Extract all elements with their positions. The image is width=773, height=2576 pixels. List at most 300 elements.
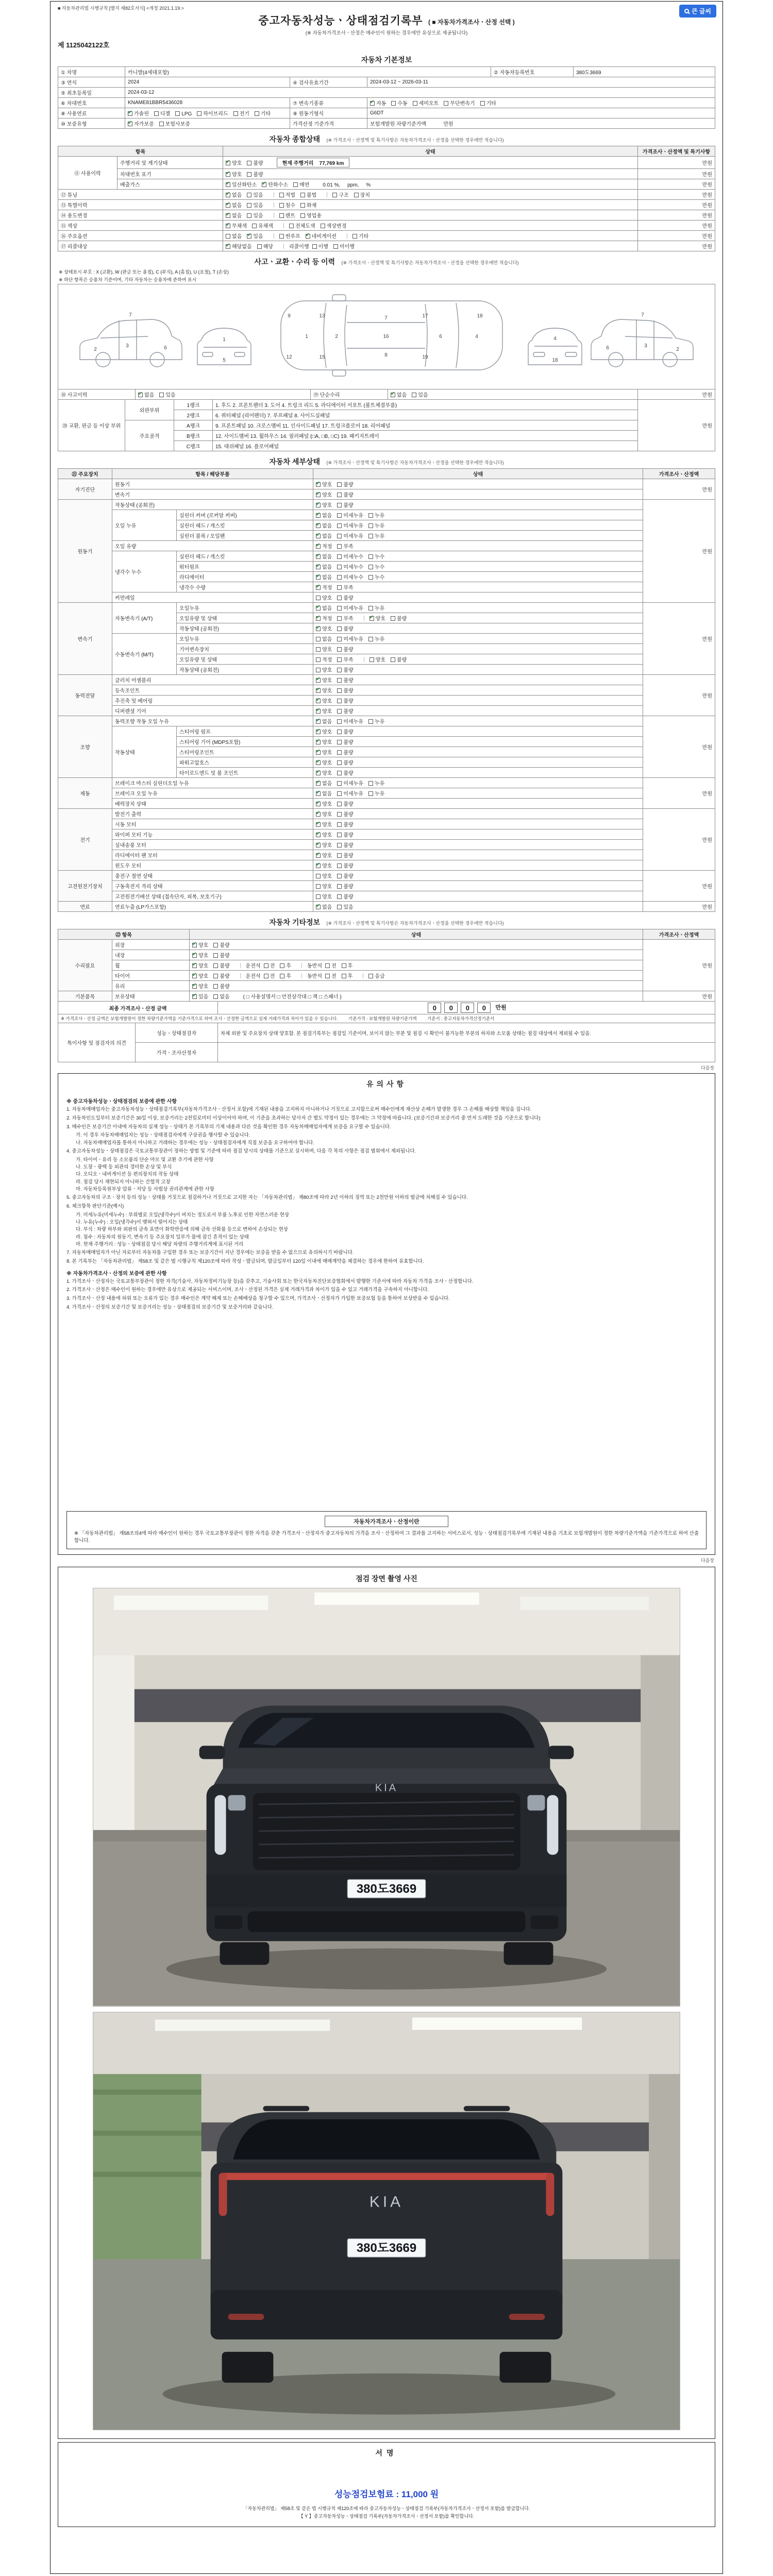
notice-subitem: 가. 이 경우 자동차매매업자는 성능ㆍ상태점검자에게 구상권을 행사할 수 있습니다. xyxy=(76,1132,250,1139)
option-label: 적정 xyxy=(322,657,332,663)
price-cell: 만원 xyxy=(643,778,715,809)
checkbox-unchecked-icon xyxy=(279,193,284,197)
option-label: 기타 xyxy=(486,101,496,107)
checkbox-unchecked-icon xyxy=(252,224,257,228)
checkbox-unchecked-icon xyxy=(213,963,218,968)
checkbox-checked-icon xyxy=(316,750,321,755)
checkbox-option xyxy=(337,760,353,766)
option-label: 부족 xyxy=(343,585,354,591)
option-group xyxy=(352,234,374,240)
svg-text:15: 15 xyxy=(319,354,325,360)
option-group xyxy=(316,585,359,591)
table-row xyxy=(58,871,715,881)
item-name: 오일유량 및 상태 xyxy=(177,654,313,665)
item-name: 구동축전지 격리 상태 xyxy=(112,881,313,891)
checkbox-option xyxy=(128,111,149,117)
option-group xyxy=(316,771,359,776)
basis-price: 기준가격 : 보험개발원 차량기준가액 xyxy=(348,1016,417,1021)
checkbox-option xyxy=(247,203,263,209)
svg-text:13: 13 xyxy=(319,313,325,319)
state-cell xyxy=(313,891,643,902)
checkbox-unchecked-icon xyxy=(368,974,373,978)
checkbox-checked-icon xyxy=(316,523,321,528)
checkbox-unchecked-icon xyxy=(368,791,373,796)
checkbox-option xyxy=(316,657,332,663)
sub-option-label: 동반석 xyxy=(307,974,322,979)
inspector-role: 성능ㆍ상태점검자 xyxy=(136,1023,218,1043)
checkbox-checked-icon xyxy=(247,234,251,239)
checkbox-unchecked-icon xyxy=(391,616,395,621)
checkbox-option xyxy=(213,984,229,990)
option-group xyxy=(192,963,235,969)
state-cell xyxy=(313,665,643,675)
notice-subitem: 나. 누유(누수) : 오일(냉각수)이 맺혀서 떨어지는 상태 xyxy=(76,1219,188,1225)
checkbox-option xyxy=(226,193,242,198)
option-label: 있음 xyxy=(253,213,263,219)
option-label: 미세누유 xyxy=(343,534,363,539)
option-label: 불량 xyxy=(343,493,354,498)
option-label: 양호 xyxy=(232,172,242,178)
table-row xyxy=(58,819,715,829)
option-label: 구조 xyxy=(339,193,349,198)
checkbox-unchecked-icon xyxy=(352,234,357,239)
table-row xyxy=(58,881,715,891)
notice-heading: ※ 자동차가격조사ㆍ산정의 보증에 관한 사항 xyxy=(66,1270,167,1277)
section-note: (※ 가격조사ㆍ산정액 및 특기사항은 자동차가격조사ㆍ산정을 선택한 경우에만 적습니다) xyxy=(341,260,519,265)
item-name: 원동기 xyxy=(112,479,313,489)
item-name: 충전구 절연 상태 xyxy=(112,871,313,881)
checkbox-option xyxy=(213,963,229,969)
insurance-fee-amount: 11,000 원 xyxy=(401,2489,439,2500)
checkbox-option xyxy=(316,750,332,756)
svg-text:6: 6 xyxy=(606,345,609,351)
checkbox-unchecked-icon xyxy=(247,203,251,208)
field-value: 380도3669 xyxy=(574,67,715,77)
table-row xyxy=(58,991,715,1002)
checkbox-checked-icon xyxy=(316,730,321,734)
checkbox-checked-icon xyxy=(192,994,197,999)
sub-group-name: 자동변속기 (A/T) xyxy=(112,603,177,634)
state-cell xyxy=(190,981,643,991)
checkbox-option xyxy=(337,709,353,715)
option-label: 불량 xyxy=(343,894,354,900)
checkbox-option xyxy=(316,771,332,776)
checkbox-option xyxy=(316,812,332,818)
checkbox-checked-icon xyxy=(192,943,197,947)
checkbox-option xyxy=(316,730,332,735)
checkbox-option xyxy=(368,513,384,519)
checkbox-unchecked-icon xyxy=(233,111,238,116)
basic-info-table xyxy=(58,66,715,129)
table-header-row xyxy=(58,469,715,479)
option-label: 불량 xyxy=(220,943,230,948)
checkbox-checked-icon xyxy=(316,771,321,775)
svg-text:2: 2 xyxy=(335,334,338,340)
checkbox-option xyxy=(316,884,332,890)
column-header: 항목 / 해당부품 xyxy=(112,469,313,479)
rank-group: 주요골격 xyxy=(125,420,174,451)
option-label: 양호 xyxy=(322,894,332,900)
item-name: 클러치 어셈블리 xyxy=(112,675,313,685)
checkbox-unchecked-icon xyxy=(247,161,251,165)
price-cell: 만원 xyxy=(643,603,715,675)
checkbox-option xyxy=(247,172,263,178)
insurance-fee xyxy=(66,2487,707,2500)
option-group xyxy=(316,657,359,663)
column-header: ㉑ 주요장치 xyxy=(58,469,112,479)
checkbox-checked-icon xyxy=(226,203,230,208)
checkbox-option xyxy=(192,943,208,948)
checkbox-option xyxy=(316,596,332,601)
header xyxy=(58,12,715,28)
checkbox-unchecked-icon xyxy=(342,974,346,978)
item-name: ⑰ 리콜대상 xyxy=(58,241,223,251)
checkbox-checked-icon xyxy=(226,193,230,197)
state-cell xyxy=(223,190,638,200)
price-cell: 만원 xyxy=(643,991,715,1002)
option-group xyxy=(192,984,235,990)
checkbox-unchecked-icon xyxy=(175,111,180,116)
checkbox-unchecked-icon xyxy=(337,771,342,775)
option-label: 누유 xyxy=(374,534,385,539)
checkbox-unchecked-icon xyxy=(368,637,373,641)
checkbox-option xyxy=(337,534,363,539)
option-label: 없음 xyxy=(322,791,332,797)
checkbox-option xyxy=(391,101,407,107)
option-label: 전체도색 xyxy=(295,224,315,229)
notice-heading: ※ 중고자동차성능ㆍ상태점검의 보증에 관한 사항 xyxy=(66,1099,177,1105)
checkbox-option xyxy=(247,234,263,240)
section-note: (※ 가격조사ㆍ산정액 및 특기사항은 자동차가격조사ㆍ산정을 선택한 경우에만 적습니다) xyxy=(326,460,504,465)
field-label: ① 차명 xyxy=(58,67,125,77)
checkbox-unchecked-icon xyxy=(312,244,317,249)
checkbox-unchecked-icon xyxy=(264,974,268,978)
option-label: 양호 xyxy=(322,771,332,776)
table-row xyxy=(58,685,715,696)
svg-text:8: 8 xyxy=(384,352,388,358)
option-label: 양호 xyxy=(322,493,332,498)
option-label: 부족 xyxy=(343,544,354,550)
checkbox-option xyxy=(264,974,275,979)
option-group xyxy=(316,791,390,797)
state-cell xyxy=(313,902,643,912)
sub-group-name: 오일 누유 xyxy=(112,510,177,541)
option-label: 미세누유 xyxy=(343,637,363,642)
checkbox-unchecked-icon xyxy=(337,606,342,611)
checkbox-option xyxy=(337,565,363,570)
svg-text:12: 12 xyxy=(286,354,292,360)
checkbox-option xyxy=(233,111,249,117)
option-label: 적정 xyxy=(322,544,332,550)
option-group xyxy=(192,943,235,948)
option-group xyxy=(316,760,359,766)
option-group xyxy=(316,884,359,890)
option-group xyxy=(316,740,359,745)
option-group xyxy=(264,963,296,969)
option-group xyxy=(226,182,314,188)
checkbox-checked-icon xyxy=(192,974,197,978)
price-unit: 만원 xyxy=(495,1004,507,1011)
option-label: 누유 xyxy=(374,513,385,519)
rank-group: 외판부위 xyxy=(125,400,174,420)
checkbox-checked-icon xyxy=(316,688,321,693)
device-name: 연료 xyxy=(58,902,112,912)
checkbox-option xyxy=(332,193,348,198)
state-code-legend2: ※ 하단 항목은 승용차 기준이며, 기타 자동차는 승용차에 준하여 표시 xyxy=(59,277,197,282)
option-label: 불량 xyxy=(343,626,354,632)
checkbox-option xyxy=(316,822,332,828)
checkbox-unchecked-icon xyxy=(337,843,342,848)
field-label: ② 자동차등록번호 xyxy=(491,67,574,77)
svg-text:5: 5 xyxy=(223,358,226,363)
notice-item: 1. 자동차매매업자는 중고자동차성능ㆍ상태점검기록부(자동차가격조사ㆍ산정서 포함)에 기재된 내용을 고지하지 아니하거나 거짓으로 고지함으로써 매수인에게 재산상 손해가 발생한 경우 그 손해를 배상할 책임을 집니다. xyxy=(66,1107,532,1112)
checkbox-unchecked-icon xyxy=(226,234,230,239)
checkbox-unchecked-icon xyxy=(337,740,342,744)
checkbox-option xyxy=(316,894,332,900)
svg-text:18: 18 xyxy=(477,313,483,319)
price-cell: 만원 xyxy=(638,231,715,241)
checkbox-option xyxy=(337,874,353,879)
price-cell: 만원 xyxy=(638,210,715,221)
sub-group-name: 수동변속기 (M/T) xyxy=(112,634,177,675)
divider xyxy=(301,973,302,978)
inspection-photo-front xyxy=(93,1588,680,2007)
checkbox-unchecked-icon xyxy=(279,213,284,218)
checkbox-option xyxy=(247,193,263,198)
item-name: ⑮ 색상 xyxy=(58,221,223,231)
checkbox-option xyxy=(337,596,353,601)
record-sheet xyxy=(50,1,723,2574)
checkbox-option xyxy=(192,953,208,959)
item-name: ⑯ 주요옵션 xyxy=(58,231,223,241)
section-basic-info xyxy=(58,55,715,65)
notice-title: 유의사항 xyxy=(366,1080,407,1088)
table-row xyxy=(58,960,715,971)
checkbox-option xyxy=(391,616,407,622)
checkbox-option xyxy=(337,863,353,869)
option-label: 불량 xyxy=(397,657,407,663)
option-label: 양호 xyxy=(198,943,209,948)
option-label: 양호 xyxy=(322,709,332,715)
checkbox-checked-icon xyxy=(192,953,197,958)
checkbox-unchecked-icon xyxy=(368,513,373,518)
option-label: 자동 xyxy=(376,101,386,107)
checkbox-unchecked-icon xyxy=(337,853,342,858)
table-row xyxy=(58,551,715,562)
item-name: 워터펌프 xyxy=(177,562,313,572)
table-row xyxy=(58,1014,715,1023)
price-digit-box: 0 xyxy=(444,1003,458,1013)
info-box-title: 자동차가격조사ㆍ산정이란 xyxy=(325,1516,448,1527)
checkbox-option xyxy=(316,534,332,539)
state-cell xyxy=(313,479,643,489)
state-cell xyxy=(190,940,643,950)
option-group xyxy=(325,974,358,979)
column-header: 상태 xyxy=(190,929,643,940)
option-group xyxy=(316,493,359,498)
item-name: 실린더 헤드 / 개스킷 xyxy=(177,520,313,531)
vehicle-diagram-svg xyxy=(64,286,709,384)
notice-item: 7. 자동차매매업자가 아닌 자로부터 자동차를 구입한 경우 또는 보증기간이 지난 경우에는 보증을 받을 수 없으므로 유의하시기 바랍니다. xyxy=(66,1250,354,1256)
table-row xyxy=(58,500,715,510)
checkbox-option xyxy=(337,668,353,673)
divider xyxy=(240,963,241,968)
table-row xyxy=(58,829,715,840)
option-label: 불량 xyxy=(343,833,354,838)
option-group xyxy=(316,678,359,684)
option-label: 불량 xyxy=(343,884,354,890)
table-row xyxy=(58,706,715,716)
table-row xyxy=(58,210,715,221)
table-row xyxy=(58,510,715,520)
checkbox-unchecked-icon xyxy=(391,657,395,662)
state-cell xyxy=(313,562,643,572)
option-label: 없음 xyxy=(322,523,332,529)
item-name: 배출가스 xyxy=(117,179,223,190)
table-header-row xyxy=(58,146,715,157)
notice-subitem: 다. 오디오ㆍ내비게이션 등 편의장치의 작동 상태 xyxy=(76,1172,179,1178)
checkbox-unchecked-icon xyxy=(293,182,298,187)
checkbox-option xyxy=(368,719,384,725)
checkbox-unchecked-icon xyxy=(368,719,373,724)
column-header: 가격조사ㆍ산정액 및 특기사항 xyxy=(638,146,715,157)
checkbox-unchecked-icon xyxy=(337,863,342,868)
option-label: 없음 xyxy=(322,575,332,581)
option-label: 미이행 xyxy=(339,244,355,250)
option-label: 장치 xyxy=(360,193,370,198)
svg-text:6: 6 xyxy=(164,345,167,351)
signature-section xyxy=(58,2442,715,2527)
checkbox-unchecked-icon xyxy=(368,606,373,611)
price-cell: 만원 xyxy=(643,871,715,902)
item-name: 고전원전기배선 상태 (접속단자, 피복, 보호기구) xyxy=(112,891,313,902)
notice-item: 5. 중고자동차의 구조ㆍ장치 등의 성능ㆍ상태를 거짓으로 점검하거나 거짓으로 고지한 자는 「자동차관리법」 제80조에 따라 2년 이하의 징역 또는 2천만원 이하의 벌금에 처해질 수 있습니다. xyxy=(66,1195,468,1201)
checkbox-checked-icon xyxy=(226,244,230,249)
checkbox-unchecked-icon xyxy=(337,575,342,580)
option-group xyxy=(316,523,390,529)
column-header: 상태 xyxy=(223,146,638,157)
option-label: 없음 xyxy=(232,203,242,209)
option-label: 누유 xyxy=(374,606,385,612)
table-row xyxy=(58,241,715,251)
checkbox-checked-icon xyxy=(128,111,132,116)
checkbox-option xyxy=(279,203,295,209)
state-cell xyxy=(190,960,643,971)
option-group xyxy=(316,534,390,539)
checkbox-option xyxy=(247,161,263,166)
state-cell xyxy=(313,685,643,696)
checkbox-checked-icon xyxy=(226,224,230,228)
checkbox-checked-icon xyxy=(316,616,321,621)
svg-text:7: 7 xyxy=(129,312,132,318)
field-value: 카니발(4세대포함) xyxy=(125,67,491,77)
svg-text:17: 17 xyxy=(422,313,428,319)
option-group xyxy=(316,503,359,509)
field-value xyxy=(125,108,290,118)
option-label: 없음 xyxy=(144,393,155,398)
large-text-button[interactable] xyxy=(679,5,716,18)
checkbox-unchecked-icon xyxy=(257,244,262,249)
checkbox-option xyxy=(138,393,154,398)
checkbox-option xyxy=(300,203,316,209)
price-cell: 만원 xyxy=(638,200,715,210)
option-label: 누유 xyxy=(374,523,385,529)
checkbox-checked-icon xyxy=(316,544,321,549)
field-label: ④ 검사유효기간 xyxy=(290,77,367,88)
checkbox-unchecked-icon xyxy=(337,874,342,878)
table-row xyxy=(58,603,715,613)
option-group xyxy=(316,863,359,869)
section-detail xyxy=(58,456,715,467)
checkbox-unchecked-icon xyxy=(316,884,321,889)
divider xyxy=(301,963,302,968)
option-label: 이행 xyxy=(318,244,328,250)
section-title: 자동차 기본정보 xyxy=(361,56,412,64)
price-cell: 만원 xyxy=(643,479,715,500)
checkbox-unchecked-icon xyxy=(332,193,337,197)
table-row xyxy=(58,1043,715,1062)
checkbox-unchecked-icon xyxy=(337,833,342,837)
checkbox-option xyxy=(337,905,353,910)
option-label: 불량 xyxy=(220,974,230,979)
rank-parts: 12. 사이드멤버 13. 휠하우스 14. 필러패널 (□A, □B, □C) 19. 패키지트레이 xyxy=(213,431,638,441)
group-name: 기본품목 xyxy=(58,991,112,1002)
repair-label: ⑲ 단순수리 xyxy=(311,389,388,400)
checkbox-checked-icon xyxy=(226,213,230,218)
item-name: 시동 모터 xyxy=(112,819,313,829)
option-label: 후 xyxy=(286,963,291,969)
table-row xyxy=(58,971,715,981)
option-label: 양호 xyxy=(322,699,332,704)
appraiser-comment xyxy=(218,1043,715,1062)
checkbox-unchecked-icon xyxy=(337,482,342,487)
rank-name: C랭크 xyxy=(174,441,213,451)
option-label: 양호 xyxy=(322,802,332,807)
option-label: 부족 xyxy=(343,616,354,622)
checkbox-option xyxy=(192,984,208,990)
price-cell: 만원 xyxy=(638,400,715,451)
option-group xyxy=(370,101,501,107)
item-name: 디퍼렌셜 기어 xyxy=(112,706,313,716)
checkbox-option xyxy=(337,616,353,622)
checkbox-unchecked-icon xyxy=(337,730,342,734)
option-label: 누유 xyxy=(374,719,385,725)
table-row xyxy=(58,902,715,912)
option-label: 불량 xyxy=(343,853,354,859)
option-label: 불량 xyxy=(253,161,263,166)
sub-option-label: 동반석 xyxy=(307,963,322,969)
option-label: 누유 xyxy=(374,791,385,797)
option-label: 없음 xyxy=(322,719,332,725)
option-label: 적정 xyxy=(322,585,332,591)
option-label: 불량 xyxy=(343,596,354,601)
state-cell xyxy=(223,157,638,169)
option-label: 미세누유 xyxy=(343,719,363,725)
column-header: 가격조사ㆍ산정액 xyxy=(643,469,715,479)
checkbox-option xyxy=(337,822,353,828)
checkbox-option xyxy=(368,534,384,539)
license-plate-front: 380도3669 xyxy=(356,1882,417,1896)
item-name: 변속기 xyxy=(112,489,313,500)
checkbox-checked-icon xyxy=(316,554,321,559)
checkbox-checked-icon xyxy=(316,791,321,796)
option-label: 불량 xyxy=(343,750,354,756)
item-name: ⑭ 용도변경 xyxy=(58,210,223,221)
column-header: ㉒ 항목 xyxy=(58,929,190,940)
final-price-label: 최종 가격조사ㆍ산정 금액 xyxy=(58,1002,218,1014)
checkbox-unchecked-icon xyxy=(333,244,338,249)
device-name: 제동 xyxy=(58,778,112,809)
